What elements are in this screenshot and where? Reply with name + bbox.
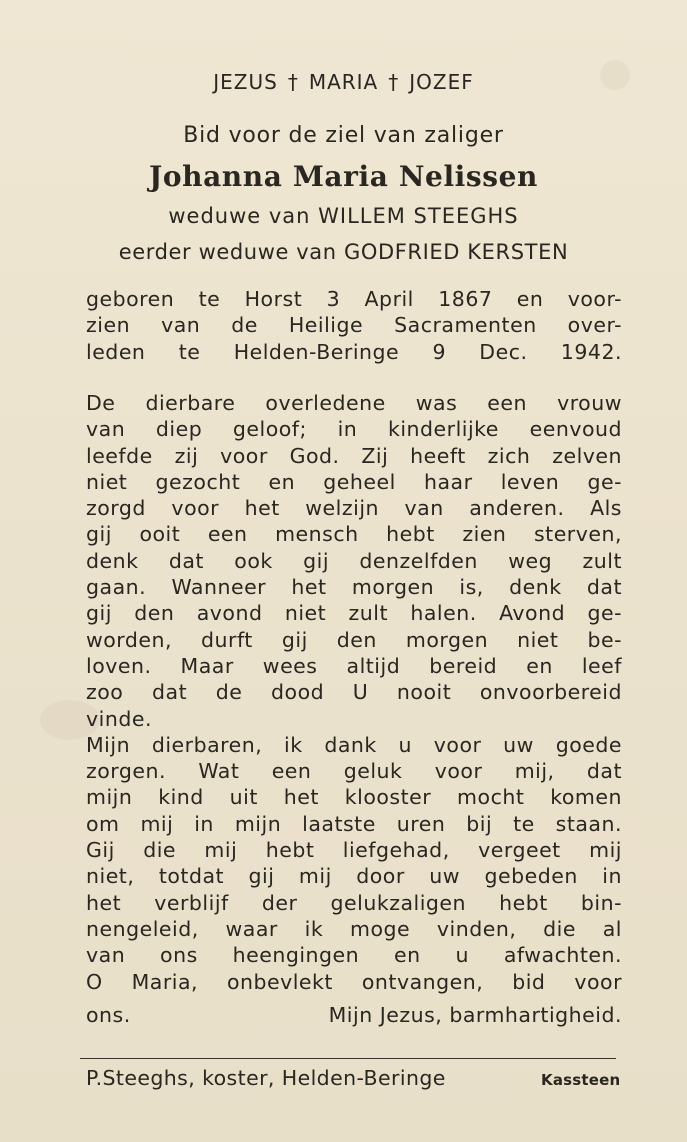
- text-line: mijn kind uit het klooster mocht komen: [86, 785, 622, 810]
- text-line: niet, totdat gij mij door uw gebeden in: [86, 864, 622, 889]
- invocation-maria: MARIA: [308, 70, 379, 94]
- text-line: gaan. Wanneer het morgen is, denk dat: [86, 575, 622, 600]
- text-line: Gij die mij hebt liefgehad, vergeet mij: [86, 838, 622, 863]
- invocation-jozef: JOZEF: [409, 70, 474, 94]
- text-line: zorgen. Wat een geluk voor mij, dat: [86, 759, 622, 784]
- text-line: geboren te Horst 3 April 1867 en voor-: [86, 287, 622, 311]
- text-line: leefde zij voor God. Zij heeft zich zelven: [86, 443, 622, 468]
- text-line: vinde.: [86, 706, 152, 731]
- printer-credit: Kassteen: [541, 1071, 621, 1089]
- text-line: O Maria, onbevlekt ontvangen, bid voor: [86, 969, 622, 994]
- closing-left: ons.: [86, 1003, 131, 1027]
- text-line: De dierbare overledene was een vrouw: [86, 391, 622, 415]
- text-line: Mijn dierbaren, ik dank u voor uw goede: [86, 732, 622, 757]
- text-line: loven. Maar wees altijd bereid en leef: [86, 653, 622, 678]
- text-line: van ons heengingen en u afwachten.: [86, 943, 622, 968]
- text-line: worden, durft gij den morgen niet be-: [86, 627, 622, 652]
- cross-icon: †: [388, 70, 400, 94]
- text-line: leden te Helden-Beringe 9 Dec. 1942.: [86, 339, 622, 364]
- text-line: denk dat ook gij denzelfden weg zult: [86, 548, 622, 573]
- text-line: nengeleid, waar ik moge vinden, die al: [86, 916, 622, 941]
- footer-divider: [80, 1058, 616, 1059]
- deceased-name: Johanna Maria Nelissen: [148, 160, 539, 193]
- text-line: zien van de Heilige Sacramenten over-: [86, 313, 622, 338]
- prayer-request: Bid voor de ziel van zaliger: [183, 123, 504, 148]
- text-line: niet gezocht en geheel haar leven ge-: [86, 469, 622, 494]
- text-line: het verblijf der gelukzaligen hebt bin-: [86, 890, 622, 915]
- text-line: gij den avond niet zult halen. Avond ge-: [86, 601, 622, 626]
- birth-death-paragraph: [86, 286, 622, 365]
- widow-of-line: weduwe van WILLEM STEEGHS: [168, 204, 519, 228]
- publisher-credit: P.Steeghs, koster, Helden-Beringe: [86, 1066, 446, 1090]
- text-line: zoo dat de dood U nooit onvoorbereid: [86, 680, 622, 705]
- text-line: om mij in mijn laatste uren bij te staan.: [86, 811, 622, 836]
- closing-prayer: Mijn Jezus, barmhartigheid.: [328, 1003, 622, 1027]
- invocation-line: [0, 70, 687, 94]
- text-line: zorgd voor het welzijn van anderen. Als: [86, 496, 622, 521]
- memorial-text: [86, 390, 622, 995]
- invocation-jezus: JEZUS: [213, 70, 278, 94]
- text-line: gij ooit een mensch hebt zien sterven,: [86, 522, 622, 547]
- text-line: van diep geloof; in kinderlijke eenvoud: [86, 417, 622, 442]
- earlier-widow-of-line: eerder weduwe van GODFRIED KERSTEN: [118, 240, 569, 264]
- cross-icon: †: [287, 70, 299, 94]
